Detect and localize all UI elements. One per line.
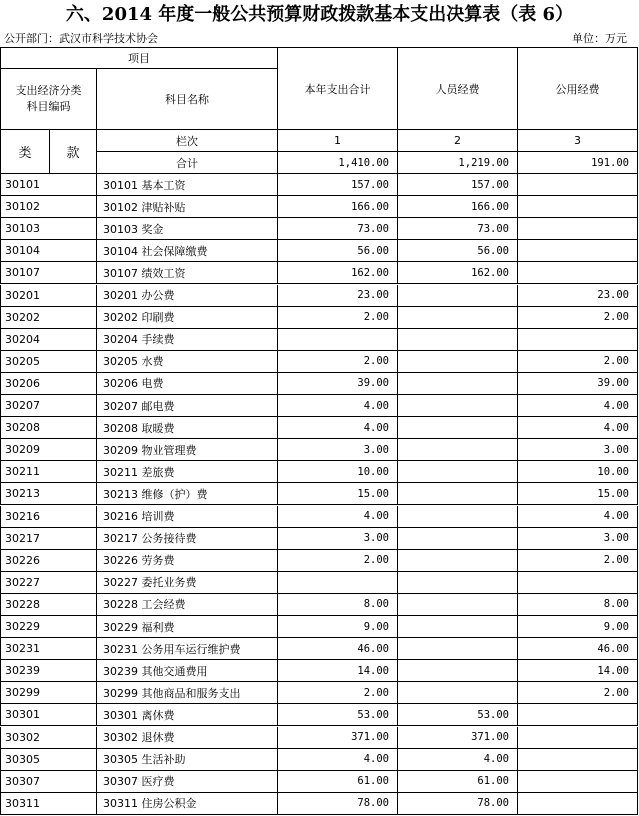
row-public: 4.00 bbox=[518, 395, 638, 417]
row-total: 23.00 bbox=[278, 285, 398, 307]
row-public: 9.00 bbox=[518, 616, 638, 638]
row-personnel: 166.00 bbox=[398, 196, 518, 218]
row-code: 30211 bbox=[0, 461, 97, 483]
row-total: 2.00 bbox=[278, 550, 398, 572]
row-code: 30206 bbox=[0, 373, 97, 395]
row-code: 30107 bbox=[0, 262, 97, 284]
row-subject-name: 30104 社会保障缴费 bbox=[97, 240, 278, 262]
row-public bbox=[518, 240, 638, 262]
header-col-1: 1 bbox=[278, 130, 398, 152]
row-code: 30103 bbox=[0, 218, 97, 240]
row-total: 46.00 bbox=[278, 638, 398, 660]
row-code: 30302 bbox=[0, 727, 97, 749]
row-public bbox=[518, 218, 638, 240]
row-public: 23.00 bbox=[518, 285, 638, 307]
row-public bbox=[518, 704, 638, 726]
row-subject-name: 30206 电费 bbox=[97, 373, 278, 395]
row-code: 30213 bbox=[0, 483, 97, 505]
report-title: 六、2014 年度一般公共预算财政拨款基本支出决算表（表 6） bbox=[65, 4, 574, 25]
row-total: 166.00 bbox=[278, 196, 398, 218]
row-public: 10.00 bbox=[518, 461, 638, 483]
row-total: 56.00 bbox=[278, 240, 398, 262]
row-public bbox=[518, 196, 638, 218]
header-lanci: 栏次 bbox=[97, 130, 278, 152]
row-code: 30305 bbox=[0, 749, 97, 771]
row-subject-name: 30227 委托业务费 bbox=[97, 572, 278, 594]
row-public: 3.00 bbox=[518, 528, 638, 550]
row-code: 30227 bbox=[0, 572, 97, 594]
row-subject-name: 30202 印刷费 bbox=[97, 307, 278, 329]
row-subject-name: 30213 维修（护）费 bbox=[97, 483, 278, 505]
row-subject-name: 30101 基本工资 bbox=[97, 174, 278, 196]
row-total: 157.00 bbox=[278, 174, 398, 196]
row-subject-name: 30217 公务接待费 bbox=[97, 528, 278, 550]
row-total: 8.00 bbox=[278, 594, 398, 616]
row-personnel bbox=[398, 550, 518, 572]
row-personnel bbox=[398, 439, 518, 461]
row-subject-name: 30204 手续费 bbox=[97, 329, 278, 351]
row-code: 30101 bbox=[0, 174, 97, 196]
row-personnel: 53.00 bbox=[398, 704, 518, 726]
row-subject-name: 30229 福利费 bbox=[97, 616, 278, 638]
row-code: 30204 bbox=[0, 329, 97, 351]
row-total: 4.00 bbox=[278, 506, 398, 528]
row-code: 30299 bbox=[0, 682, 97, 704]
row-personnel: 61.00 bbox=[398, 771, 518, 793]
row-total bbox=[278, 329, 398, 351]
row-personnel bbox=[398, 638, 518, 660]
row-code: 30201 bbox=[0, 285, 97, 307]
row-code: 30217 bbox=[0, 528, 97, 550]
row-subject-name: 30205 水费 bbox=[97, 351, 278, 373]
row-total: 3.00 bbox=[278, 439, 398, 461]
row-subject-name: 30231 公务用车运行维护费 bbox=[97, 638, 278, 660]
row-public: 8.00 bbox=[518, 594, 638, 616]
row-personnel bbox=[398, 395, 518, 417]
row-subject-name: 30211 差旅费 bbox=[97, 461, 278, 483]
row-total: 9.00 bbox=[278, 616, 398, 638]
total-row-public: 191.00 bbox=[518, 152, 638, 174]
row-personnel bbox=[398, 528, 518, 550]
row-total: 4.00 bbox=[278, 395, 398, 417]
row-code: 30208 bbox=[0, 417, 97, 439]
header-col-2: 2 bbox=[398, 130, 518, 152]
row-public bbox=[518, 793, 638, 815]
row-code: 30216 bbox=[0, 506, 97, 528]
row-personnel: 56.00 bbox=[398, 240, 518, 262]
row-total: 53.00 bbox=[278, 704, 398, 726]
total-row-personnel: 1,219.00 bbox=[398, 152, 518, 174]
row-public bbox=[518, 329, 638, 351]
row-code: 30102 bbox=[0, 196, 97, 218]
row-code: 30104 bbox=[0, 240, 97, 262]
row-subject-name: 30301 离休费 bbox=[97, 704, 278, 726]
row-personnel bbox=[398, 660, 518, 682]
row-personnel bbox=[398, 307, 518, 329]
row-code: 30231 bbox=[0, 638, 97, 660]
row-total: 10.00 bbox=[278, 461, 398, 483]
row-personnel bbox=[398, 572, 518, 594]
row-subject-name: 30102 津贴补贴 bbox=[97, 196, 278, 218]
row-total: 4.00 bbox=[278, 417, 398, 439]
row-personnel: 78.00 bbox=[398, 793, 518, 815]
row-total: 3.00 bbox=[278, 528, 398, 550]
row-personnel bbox=[398, 506, 518, 528]
row-total: 61.00 bbox=[278, 771, 398, 793]
row-code: 30205 bbox=[0, 351, 97, 373]
row-subject-name: 30216 培训费 bbox=[97, 506, 278, 528]
row-code: 30311 bbox=[0, 793, 97, 815]
row-subject-name: 30239 其他交通费用 bbox=[97, 660, 278, 682]
header-personnel: 人员经费 bbox=[398, 47, 518, 130]
row-public: 39.00 bbox=[518, 373, 638, 395]
row-personnel: 162.00 bbox=[398, 262, 518, 284]
row-public bbox=[518, 262, 638, 284]
row-code: 30207 bbox=[0, 395, 97, 417]
row-code: 30307 bbox=[0, 771, 97, 793]
expenditure-table bbox=[0, 47, 638, 816]
row-public: 2.00 bbox=[518, 682, 638, 704]
row-subject-name: 30299 其他商品和服务支出 bbox=[97, 682, 278, 704]
header-project: 项目 bbox=[0, 47, 278, 69]
row-public bbox=[518, 771, 638, 793]
row-subject-name: 30107 绩效工资 bbox=[97, 262, 278, 284]
header-col-3: 3 bbox=[518, 130, 638, 152]
department-label: 公开部门：武汉市科学技术协会 bbox=[4, 32, 158, 45]
row-code: 30301 bbox=[0, 704, 97, 726]
row-public: 15.00 bbox=[518, 483, 638, 505]
row-public bbox=[518, 174, 638, 196]
row-personnel: 371.00 bbox=[398, 727, 518, 749]
row-subject-name: 30228 工会经费 bbox=[97, 594, 278, 616]
row-subject-name: 30226 劳务费 bbox=[97, 550, 278, 572]
row-personnel bbox=[398, 351, 518, 373]
row-personnel bbox=[398, 373, 518, 395]
row-total: 4.00 bbox=[278, 749, 398, 771]
row-code: 30229 bbox=[0, 616, 97, 638]
total-row-label: 合计 bbox=[97, 152, 278, 174]
row-public: 3.00 bbox=[518, 439, 638, 461]
row-personnel bbox=[398, 461, 518, 483]
row-public bbox=[518, 572, 638, 594]
row-subject-name: 30307 医疗费 bbox=[97, 771, 278, 793]
row-subject-name: 30305 生活补助 bbox=[97, 749, 278, 771]
row-public: 2.00 bbox=[518, 351, 638, 373]
row-subject-name: 30207 邮电费 bbox=[97, 395, 278, 417]
row-total: 78.00 bbox=[278, 793, 398, 815]
row-total: 2.00 bbox=[278, 682, 398, 704]
row-subject-name: 30103 奖金 bbox=[97, 218, 278, 240]
header-econ-class: 支出经济分类 科目编码 bbox=[0, 69, 97, 130]
row-personnel: 157.00 bbox=[398, 174, 518, 196]
row-total bbox=[278, 572, 398, 594]
row-public: 14.00 bbox=[518, 660, 638, 682]
row-total: 162.00 bbox=[278, 262, 398, 284]
total-row-total: 1,410.00 bbox=[278, 152, 398, 174]
row-code: 30226 bbox=[0, 550, 97, 572]
header-subject-name: 科目名称 bbox=[97, 69, 278, 130]
row-public: 2.00 bbox=[518, 550, 638, 572]
row-personnel bbox=[398, 616, 518, 638]
row-total: 14.00 bbox=[278, 660, 398, 682]
row-personnel bbox=[398, 417, 518, 439]
row-subject-name: 30209 物业管理费 bbox=[97, 439, 278, 461]
unit-label: 单位：万元 bbox=[572, 32, 627, 45]
row-total: 371.00 bbox=[278, 727, 398, 749]
row-personnel bbox=[398, 682, 518, 704]
row-subject-name: 30201 办公费 bbox=[97, 285, 278, 307]
row-personnel bbox=[398, 483, 518, 505]
row-total: 73.00 bbox=[278, 218, 398, 240]
row-public bbox=[518, 749, 638, 771]
row-personnel: 4.00 bbox=[398, 749, 518, 771]
row-total: 2.00 bbox=[278, 307, 398, 329]
row-public bbox=[518, 727, 638, 749]
header-public: 公用经费 bbox=[518, 47, 638, 130]
row-public: 4.00 bbox=[518, 417, 638, 439]
row-total: 15.00 bbox=[278, 483, 398, 505]
row-public: 4.00 bbox=[518, 506, 638, 528]
header-kuan: 款 bbox=[50, 130, 97, 174]
row-subject-name: 30302 退休费 bbox=[97, 727, 278, 749]
row-personnel bbox=[398, 285, 518, 307]
row-total: 2.00 bbox=[278, 351, 398, 373]
header-total: 本年支出合计 bbox=[278, 47, 398, 130]
row-code: 30239 bbox=[0, 660, 97, 682]
row-code: 30202 bbox=[0, 307, 97, 329]
row-code: 30228 bbox=[0, 594, 97, 616]
row-subject-name: 30208 取暖费 bbox=[97, 417, 278, 439]
row-public: 2.00 bbox=[518, 307, 638, 329]
row-personnel bbox=[398, 329, 518, 351]
row-total: 39.00 bbox=[278, 373, 398, 395]
header-lei: 类 bbox=[0, 130, 50, 174]
row-personnel bbox=[398, 594, 518, 616]
row-personnel: 73.00 bbox=[398, 218, 518, 240]
row-code: 30209 bbox=[0, 439, 97, 461]
row-subject-name: 30311 住房公积金 bbox=[97, 793, 278, 815]
row-public: 46.00 bbox=[518, 638, 638, 660]
